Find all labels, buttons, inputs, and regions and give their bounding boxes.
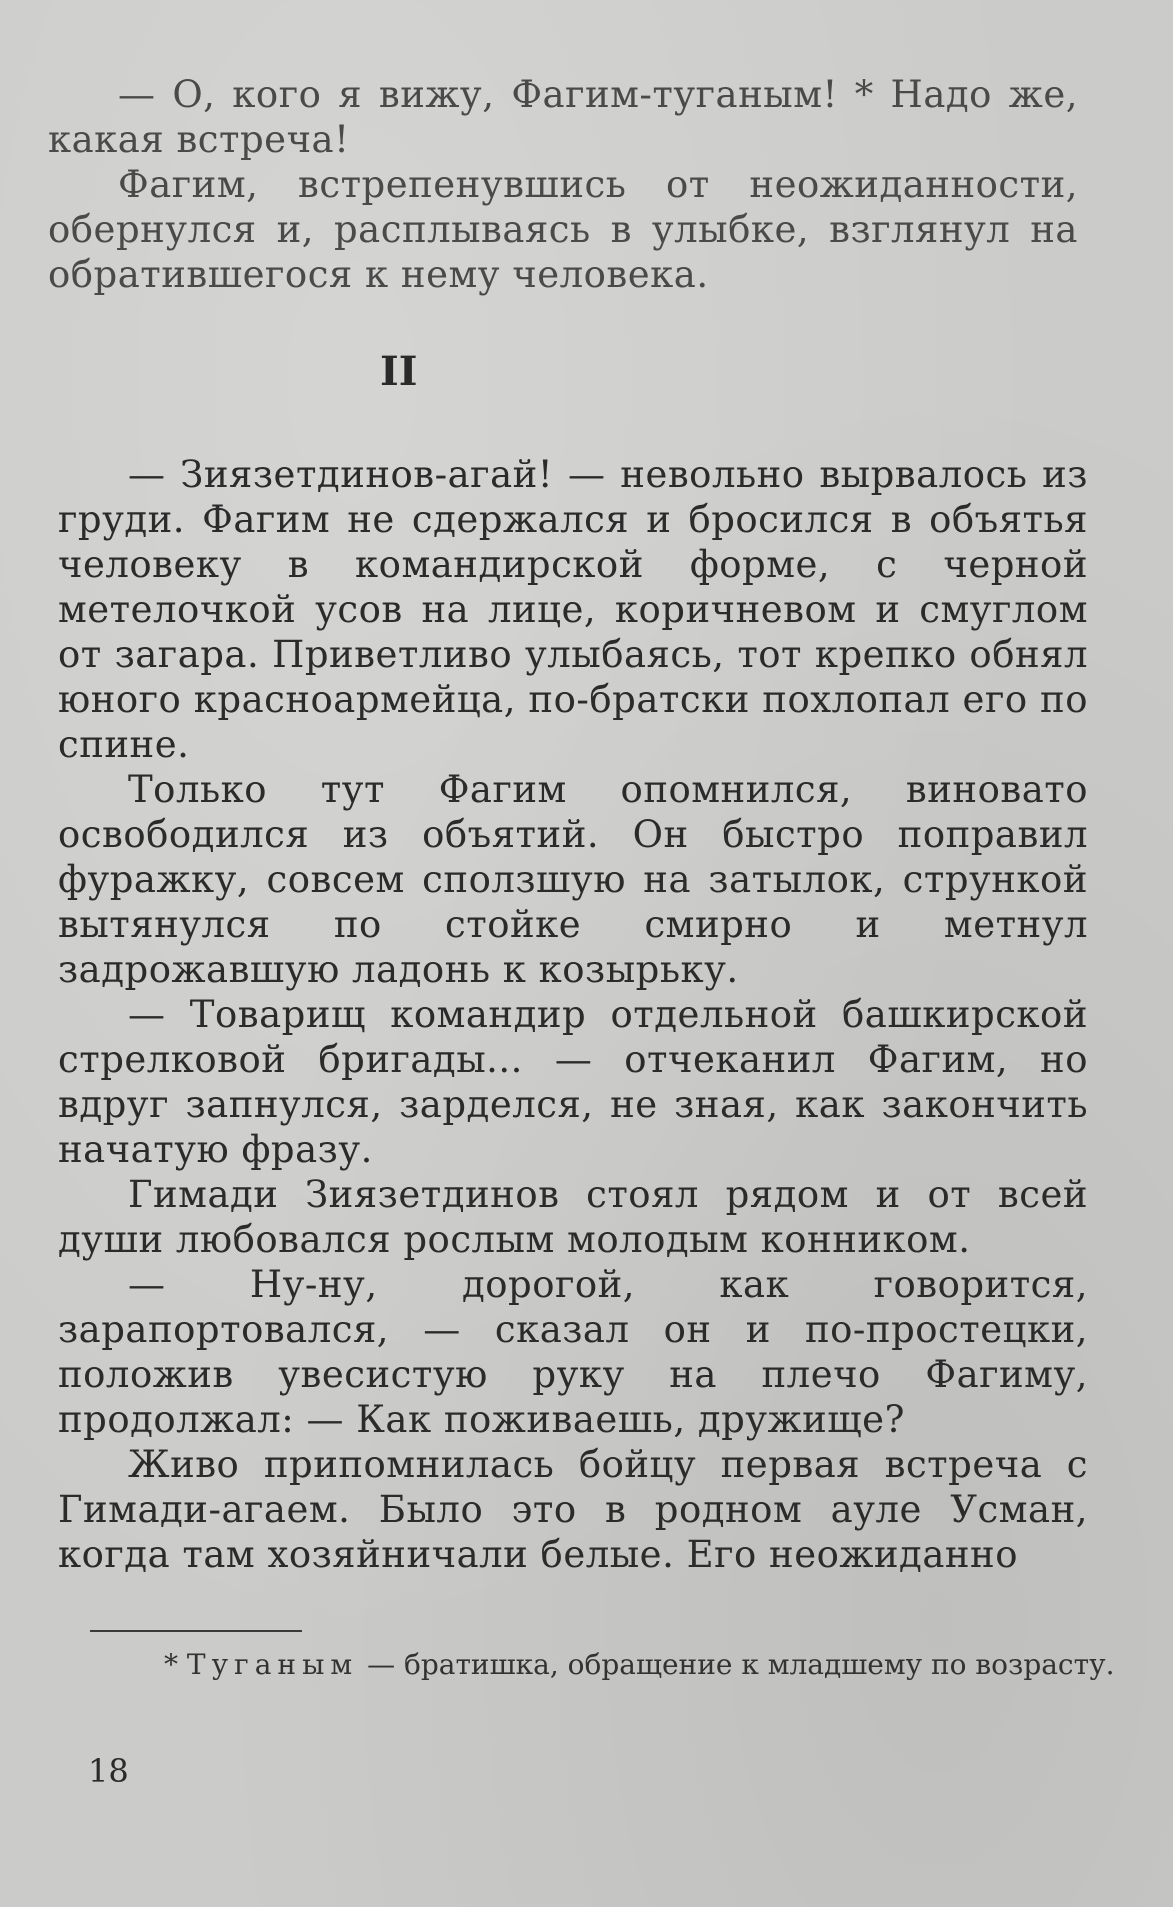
- footnote-term: Туганым: [186, 1648, 359, 1681]
- footnote-mark: *: [164, 1648, 178, 1681]
- paragraph: Живо припомнилась бойцу первая встреча с Гимади-агаем. Было это в родном ауле Усман, когда там хозяйничали белые. Его неожиданно: [58, 1443, 1088, 1576]
- opening-text-block: [48, 72, 1078, 297]
- footnote-divider: [90, 1630, 302, 1632]
- paragraph: Гимади Зиязетдинов стоял рядом и от всей души любовался рослым молодым конником.: [58, 1173, 1088, 1261]
- page-number: 18: [88, 1752, 129, 1790]
- paragraph: Фагим, встрепенувшись от неожиданности, обернулся и, расплываясь в улыбке, взглянул на обратившегося к нему человека.: [48, 163, 1078, 296]
- footnote-definition: — братишка, обращение к младшему по возрасту.: [367, 1648, 1115, 1681]
- chapter-text-block: [58, 452, 1088, 1577]
- footnote-text: [86, 1645, 1116, 1685]
- paragraph: — О, кого я вижу, Фагим-туганым! * Надо же, какая встреча!: [48, 73, 1078, 161]
- chapter-number: II: [380, 348, 418, 395]
- paragraph: — Ну-ну, дорогой, как говорится, зарапортовался, — сказал он и по-простецки, положив увесистую руку на плечо Фагиму, продолжал: — Как поживаешь, дружище?: [58, 1263, 1088, 1441]
- footnote: [86, 1645, 1116, 1685]
- paragraph: — Товарищ командир отдельной башкирской стрелковой бригады... — отчеканил Фагим, но вдруг запнулся, зарделся, не зная, как закончить начатую фразу.: [58, 993, 1088, 1171]
- paragraph: — Зиязетдинов-агай! — невольно вырвалось из груди. Фагим не сдержался и бросился в объятья человеку в командирской форме, с черной метелочкой усов на лице, коричневом и смуглом от загара. Приветливо улыбаясь, тот крепко обнял юного красноармейца, по-братски похлопал его по спине.: [58, 453, 1088, 766]
- paragraph: Только тут Фагим опомнился, виновато освободился из объятий. Он быстро поправил фуражку, совсем сползшую на затылок, стрункой вытянулся по стойке смирно и метнул задрожавшую ладонь к козырьку.: [58, 768, 1088, 991]
